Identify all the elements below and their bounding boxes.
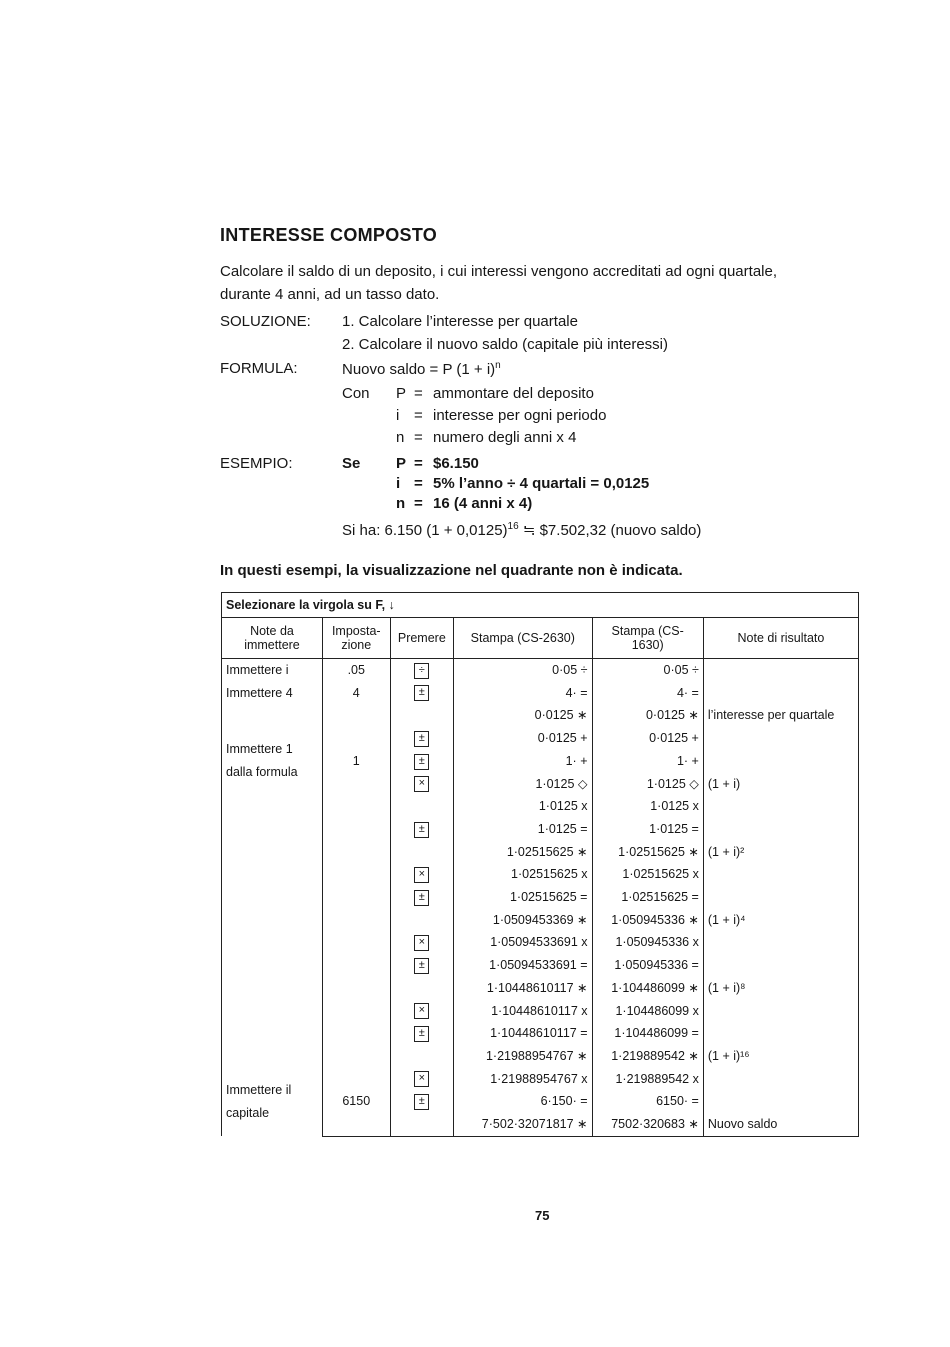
row-print-cs2630: 1·02515625 =: [454, 886, 592, 909]
row-print-cs1630: 1·104486099 ∗: [592, 977, 703, 1000]
calculator-key-icon: ×: [414, 776, 429, 792]
row-setting: [322, 1045, 390, 1068]
row-print-cs2630: 0·0125 ∗: [454, 704, 592, 727]
row-result-note: [703, 682, 858, 705]
table-row: [222, 682, 859, 705]
def-sym-i: i: [396, 407, 400, 424]
row-setting: [322, 1000, 390, 1023]
ex-eq-n: =: [414, 495, 423, 512]
result-prefix: Si ha: 6.150 (1 + 0,0125): [342, 522, 508, 539]
formula-con: Con: [342, 385, 370, 402]
row-setting: [322, 954, 390, 977]
calculator-key-icon: ±: [414, 1094, 429, 1110]
row-setting: .05: [322, 659, 390, 682]
table-row: [222, 863, 859, 886]
intro-line-2: durante 4 anni, ad un tasso dato.: [220, 286, 440, 303]
row-print-cs2630: 1·21988954767 x: [454, 1068, 592, 1091]
row-key: [390, 1113, 453, 1136]
table-row: [222, 795, 859, 818]
row-print-cs2630: 4· =: [454, 682, 592, 705]
row-setting: [322, 863, 390, 886]
row-print-cs1630: 1· +: [592, 750, 703, 773]
row-setting: [322, 795, 390, 818]
row-print-cs1630: 0·0125 ∗: [592, 704, 703, 727]
table-row: [222, 727, 859, 750]
row-print-cs1630: 1·0125 =: [592, 818, 703, 841]
row-print-cs1630: 0·05 ÷: [592, 659, 703, 682]
row-print-cs2630: 1·21988954767 ∗: [454, 1045, 592, 1068]
table-row: [222, 909, 859, 932]
table-row: [222, 659, 859, 682]
header-imp: Imposta-zione: [322, 618, 390, 659]
ex-eq-i: =: [414, 475, 423, 492]
row-note: [222, 1000, 323, 1023]
row-print-cs2630: 1·10448610117 =: [454, 1022, 592, 1045]
row-print-cs2630: 1·05094533691 x: [454, 931, 592, 954]
table-row: [222, 1068, 859, 1091]
row-setting: [322, 931, 390, 954]
table-row: [222, 954, 859, 977]
calculator-key-icon: ±: [414, 754, 429, 770]
ex-text-i: 5% l’anno ÷ 4 quartali = 0,0125: [433, 475, 650, 492]
row-print-cs1630: 1·0125 ◇: [592, 773, 703, 796]
row-key: [390, 727, 453, 750]
row-result-note: [703, 1068, 858, 1091]
table-row: [222, 977, 859, 1000]
row-print-cs1630: 1·0125 x: [592, 795, 703, 818]
row-key: [390, 954, 453, 977]
formula-exponent: n: [495, 360, 501, 371]
row-print-cs2630: 1·0125 =: [454, 818, 592, 841]
row-result-note: [703, 863, 858, 886]
row-print-cs2630: 1·02515625 ∗: [454, 841, 592, 864]
table-row: [222, 704, 859, 727]
row-result-note: (1 + i): [703, 773, 858, 796]
row-setting: [322, 977, 390, 1000]
row-print-cs1630: 1·050945336 ∗: [592, 909, 703, 932]
row-print-cs1630: 1·104486099 =: [592, 1022, 703, 1045]
row-note: [222, 818, 323, 841]
row-note: [222, 1045, 323, 1068]
table-row: [222, 1000, 859, 1023]
row-print-cs1630: 1·219889542 x: [592, 1068, 703, 1091]
row-note: [222, 863, 323, 886]
row-note: Immettere il capitale: [222, 1068, 323, 1137]
row-key: [390, 886, 453, 909]
row-print-cs1630: 4· =: [592, 682, 703, 705]
table-row: [222, 1022, 859, 1045]
row-result-note: (1 + i)⁸: [703, 977, 858, 1000]
row-print-cs2630: 1·10448610117 ∗: [454, 977, 592, 1000]
calculator-key-icon: ×: [414, 935, 429, 951]
header-key: Premere: [390, 618, 453, 659]
row-print-cs2630: 1·05094533691 =: [454, 954, 592, 977]
table-row: [222, 841, 859, 864]
result-exponent: 16: [507, 521, 519, 532]
row-print-cs2630: 1·0125 x: [454, 795, 592, 818]
def-eq-p: =: [414, 385, 423, 402]
row-print-cs1630: 1·219889542 ∗: [592, 1045, 703, 1068]
row-setting: [322, 886, 390, 909]
row-result-note: [703, 659, 858, 682]
row-note: Immettere 1 dalla formula: [222, 727, 323, 795]
row-key: [390, 659, 453, 682]
row-key: [390, 1000, 453, 1023]
row-setting: [322, 1113, 390, 1136]
calculator-key-icon: ×: [414, 867, 429, 883]
row-note: [222, 954, 323, 977]
row-result-note: l’interesse per quartale: [703, 704, 858, 727]
row-result-note: (1 + i)¹⁶: [703, 1045, 858, 1068]
select-row: [222, 593, 859, 618]
table-row: [222, 818, 859, 841]
row-setting: 4: [322, 682, 390, 705]
row-result-note: [703, 750, 858, 773]
row-setting: [322, 818, 390, 841]
formula-expression: [342, 360, 501, 378]
row-print-cs1630: 1·02515625 ∗: [592, 841, 703, 864]
row-result-note: [703, 931, 858, 954]
table-row: [222, 931, 859, 954]
row-setting: [322, 841, 390, 864]
row-print-cs1630: 1·104486099 x: [592, 1000, 703, 1023]
table-body: [222, 659, 859, 1137]
row-key: [390, 1022, 453, 1045]
row-result-note: [703, 954, 858, 977]
row-key: [390, 1068, 453, 1091]
row-result-note: [703, 1022, 858, 1045]
row-print-cs1630: 6150· =: [592, 1090, 703, 1113]
row-key: [390, 1090, 453, 1113]
row-note: Immettere i: [222, 659, 323, 682]
intro-line-1: Calcolare il saldo di un deposito, i cui interessi vengono accreditati ad ogni quartale,: [220, 263, 777, 280]
row-note: [222, 841, 323, 864]
row-print-cs1630: 1·02515625 =: [592, 886, 703, 909]
ex-eq-p: =: [414, 455, 423, 472]
row-key: [390, 909, 453, 932]
display-note: In questi esempi, la visualizzazione nel quadrante non è indicata.: [220, 562, 683, 579]
row-note: [222, 886, 323, 909]
row-result-note: [703, 818, 858, 841]
row-note: [222, 977, 323, 1000]
row-key: [390, 863, 453, 886]
calculator-key-icon: ±: [414, 822, 429, 838]
row-key: [390, 818, 453, 841]
header-note: Note da immettere: [222, 618, 323, 659]
row-setting: [322, 1068, 390, 1091]
ex-sym-n: n: [396, 495, 406, 512]
row-print-cs2630: 7·502·32071817 ∗: [454, 1113, 592, 1136]
row-note: [222, 931, 323, 954]
calculator-key-icon: ÷: [414, 663, 429, 679]
def-sym-p: P: [396, 385, 407, 402]
header-s1: Stampa (CS-2630): [454, 618, 592, 659]
row-key: [390, 841, 453, 864]
row-print-cs2630: 1·10448610117 x: [454, 1000, 592, 1023]
row-result-note: [703, 795, 858, 818]
row-print-cs1630: 1·02515625 x: [592, 863, 703, 886]
calculator-key-icon: ±: [414, 731, 429, 747]
esempio-label: ESEMPIO:: [220, 455, 293, 472]
def-text-i: interesse per ogni periodo: [433, 407, 607, 424]
row-result-note: (1 + i)⁴: [703, 909, 858, 932]
formula-label: FORMULA:: [220, 360, 298, 377]
row-note: [222, 704, 323, 727]
row-result-note: Nuovo saldo: [703, 1113, 858, 1136]
table-row: [222, 1045, 859, 1068]
row-note: [222, 795, 323, 818]
row-result-note: [703, 727, 858, 750]
row-setting: [322, 727, 390, 750]
calculator-key-icon: ×: [414, 1003, 429, 1019]
header-s2: Stampa (CS-1630): [592, 618, 703, 659]
row-key: [390, 931, 453, 954]
calculator-key-icon: ±: [414, 890, 429, 906]
result-suffix: ≒ $7.502,32 (nuovo saldo): [518, 522, 702, 539]
def-sym-n: n: [396, 429, 405, 446]
row-print-cs2630: 1·0125 ◇: [454, 773, 592, 796]
row-print-cs2630: 1· +: [454, 750, 592, 773]
row-print-cs2630: 1·02515625 x: [454, 863, 592, 886]
calculation-table: [221, 592, 859, 1137]
ex-sym-p: P: [396, 455, 407, 472]
formula-expr-text: Nuovo saldo = P (1 + i): [342, 361, 496, 378]
page-title: INTERESSE COMPOSTO: [220, 225, 438, 245]
row-note: [222, 1022, 323, 1045]
row-print-cs2630: 0·05 ÷: [454, 659, 592, 682]
row-setting: 6150: [322, 1090, 390, 1113]
row-setting: [322, 773, 390, 796]
row-setting: [322, 704, 390, 727]
row-result-note: [703, 1000, 858, 1023]
row-print-cs2630: 1·0509453369 ∗: [454, 909, 592, 932]
def-text-p: ammontare del deposito: [433, 385, 594, 402]
esempio-se: Se: [342, 455, 361, 472]
def-text-n: numero degli anni x 4: [433, 429, 577, 446]
soluzione-label: SOLUZIONE:: [220, 313, 311, 330]
row-note: Immettere 4: [222, 682, 323, 705]
row-print-cs2630: 6·150· =: [454, 1090, 592, 1113]
ex-text-n: 16 (4 anni x 4): [433, 495, 533, 512]
row-key: [390, 1045, 453, 1068]
soluzione-step-1: 1. Calcolare l’interesse per quartale: [342, 313, 578, 330]
row-print-cs1630: 1·050945336 x: [592, 931, 703, 954]
table-row: [222, 886, 859, 909]
calculator-key-icon: ±: [414, 1026, 429, 1042]
row-print-cs2630: 0·0125 +: [454, 727, 592, 750]
row-key: [390, 977, 453, 1000]
row-setting: 1: [322, 750, 390, 773]
row-print-cs1630: 1·050945336 =: [592, 954, 703, 977]
example-result: [342, 521, 701, 539]
row-key: [390, 773, 453, 796]
page-number: 75: [535, 1208, 550, 1223]
calculator-key-icon: ±: [414, 685, 429, 701]
soluzione-step-2: 2. Calcolare il nuovo saldo (capitale più interessi): [342, 336, 669, 353]
row-result-note: [703, 1090, 858, 1113]
calculator-key-icon: ±: [414, 958, 429, 974]
row-print-cs1630: 7502·320683 ∗: [592, 1113, 703, 1136]
row-result-note: [703, 886, 858, 909]
row-print-cs1630: 0·0125 +: [592, 727, 703, 750]
row-setting: [322, 1022, 390, 1045]
header-res: Note di risultato: [703, 618, 858, 659]
ex-text-p: $6.150: [433, 455, 479, 472]
row-setting: [322, 909, 390, 932]
header-row: [222, 618, 859, 659]
row-key: [390, 704, 453, 727]
row-key: [390, 682, 453, 705]
calculator-key-icon: ×: [414, 1071, 429, 1087]
row-key: [390, 750, 453, 773]
row-key: [390, 795, 453, 818]
def-eq-i: =: [414, 407, 423, 424]
row-result-note: (1 + i)²: [703, 841, 858, 864]
row-note: [222, 909, 323, 932]
select-instruction: Selezionare la virgola su F, ↓: [222, 593, 859, 618]
def-eq-n: =: [414, 429, 423, 446]
ex-sym-i: i: [396, 475, 401, 492]
